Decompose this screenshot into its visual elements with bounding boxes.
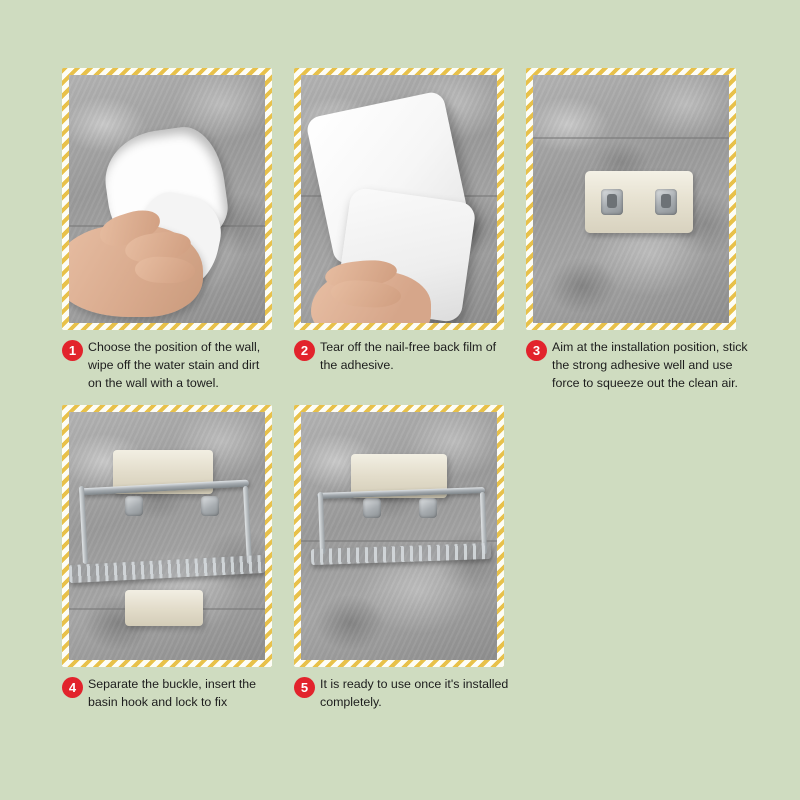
steps-grid bbox=[62, 68, 748, 712]
step-5 bbox=[294, 405, 509, 712]
tile-seam bbox=[533, 137, 729, 139]
step-1-text: Choose the position of the wall, wipe off the water stain and dirt on the wall with a towel. bbox=[88, 340, 261, 390]
step-3-text: Aim at the installation position, stick the strong adhesive well and use force to squeeze out the clean air. bbox=[552, 340, 748, 390]
step-2-number: 2 bbox=[294, 340, 315, 361]
step-5-caption bbox=[294, 676, 526, 712]
steps-row-top bbox=[62, 68, 748, 393]
step-4 bbox=[62, 405, 272, 712]
step-1-number: 1 bbox=[62, 340, 83, 361]
hook-button-icon bbox=[363, 498, 381, 518]
step-2-caption bbox=[294, 339, 504, 375]
step-3-number: 3 bbox=[526, 340, 547, 361]
lower-mount-icon bbox=[125, 590, 203, 626]
step-3 bbox=[526, 68, 748, 393]
step-5-photo bbox=[301, 412, 497, 660]
hook-button-icon bbox=[601, 189, 623, 215]
step-4-photo bbox=[69, 412, 265, 660]
wall-background-icon bbox=[301, 412, 497, 660]
hook-button-icon bbox=[419, 498, 437, 518]
step-4-caption bbox=[62, 676, 272, 712]
step-2-photo-frame bbox=[294, 68, 504, 330]
step-2-text: Tear off the nail-free back film of the adhesive. bbox=[320, 340, 497, 372]
hook-button-icon bbox=[201, 496, 219, 516]
step-2-photo bbox=[301, 75, 497, 323]
tile-seam bbox=[301, 540, 497, 542]
step-2 bbox=[294, 68, 504, 393]
step-4-number: 4 bbox=[62, 677, 83, 698]
step-4-photo-frame bbox=[62, 405, 272, 667]
steps-row-bottom bbox=[62, 405, 738, 712]
step-5-number: 5 bbox=[294, 677, 315, 698]
step-5-text: It is ready to use once it's installed completely. bbox=[320, 676, 509, 709]
finger-icon bbox=[135, 256, 196, 284]
step-5-photo-frame bbox=[294, 405, 504, 667]
hook-button-icon bbox=[125, 496, 143, 516]
step-1-caption bbox=[62, 339, 272, 393]
step-3-photo bbox=[533, 75, 729, 323]
step-1-photo-frame bbox=[62, 68, 272, 330]
adhesive-mount-icon bbox=[585, 171, 693, 233]
step-4-text: Separate the buckle, insert the basin hook and lock to fix bbox=[88, 676, 257, 709]
step-1 bbox=[62, 68, 272, 393]
step-1-photo bbox=[69, 75, 265, 323]
hook-button-icon bbox=[655, 189, 677, 215]
step-3-photo-frame bbox=[526, 68, 736, 330]
step-3-caption bbox=[526, 339, 758, 393]
